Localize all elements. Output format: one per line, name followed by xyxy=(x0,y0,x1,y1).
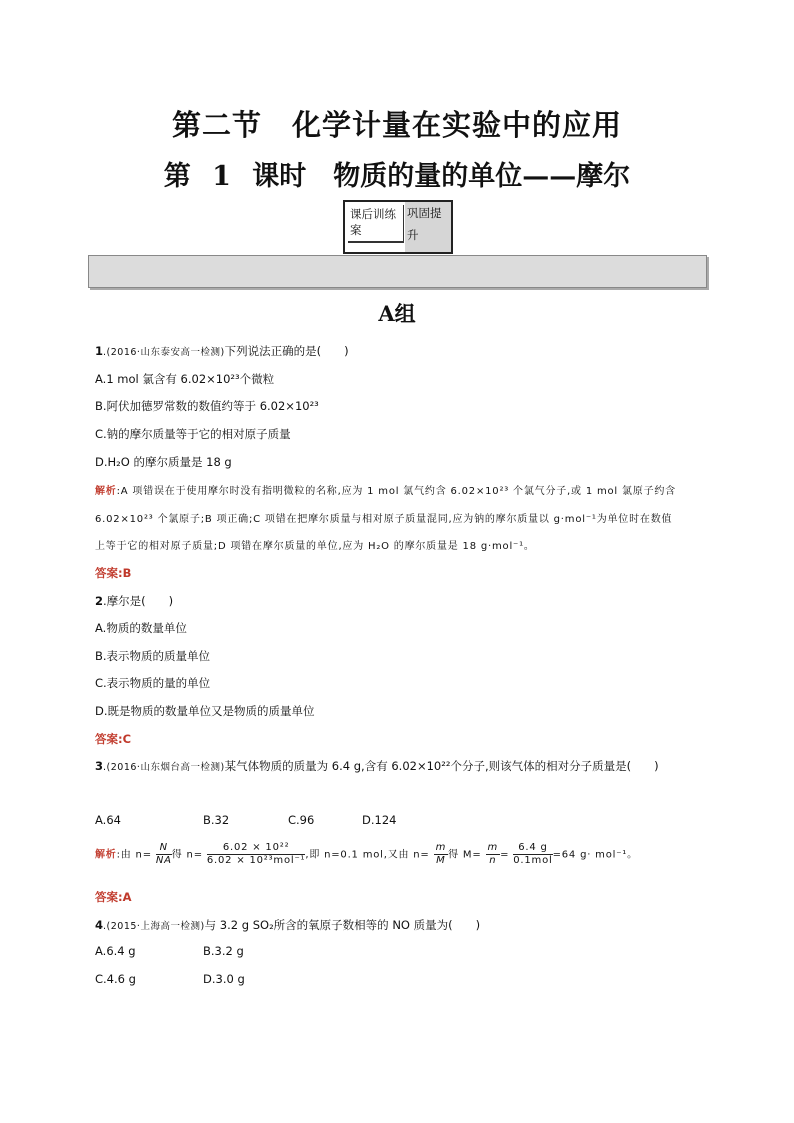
formula-mass-over-moles xyxy=(513,842,552,867)
q4-option-d: D.3.0 g xyxy=(203,972,245,986)
q4-option-a: A.6.4 g xyxy=(95,944,136,958)
q1-number: 1 xyxy=(95,344,104,358)
q3-ex-part-d: 得 M= xyxy=(448,849,482,861)
q3-source: .(2016·山东烟台高一检测) xyxy=(103,762,225,773)
q3-answer: 答案:A xyxy=(95,890,132,904)
q3-option-b: B.32 xyxy=(203,813,230,827)
q4-number: 4 xyxy=(95,918,104,932)
q1-source: .(2016·山东泰安高一检测) xyxy=(103,347,225,358)
frac4-numerator: m xyxy=(487,842,499,853)
subtitle-rest: 课时 物质的量的单位——摩尔 xyxy=(252,161,631,192)
lesson-subtitle xyxy=(0,154,794,193)
formula-m-over-M xyxy=(434,842,449,867)
q1-explanation-label: 解析 xyxy=(95,486,117,497)
q1-explanation-text-1: :A 项错误在于使用摩尔时没有指明微粒的名称,应为 1 mol 氯气约含 6.02×10²³ 个氯气分子,或 1 mol 氯原子约含 xyxy=(116,486,676,497)
q3-ex-part-f: =64 g· mol⁻¹。 xyxy=(552,849,638,861)
q1-option-c: C.钠的摩尔质量等于它的相对原子质量 xyxy=(95,427,291,441)
section-banner xyxy=(88,255,707,288)
frac1-denominator: NA xyxy=(155,855,172,866)
q4-option-c: C.4.6 g xyxy=(95,972,136,986)
subtitle-prefix: 第 xyxy=(163,161,191,192)
q3-explanation-label: 解析 xyxy=(95,849,117,861)
frac3-numerator: m xyxy=(435,842,447,853)
q2-number: 2 xyxy=(95,594,104,608)
q3-ex-part-a: :由 n= xyxy=(116,849,152,861)
frac5-numerator: 6.4 g xyxy=(513,842,552,855)
q1-explanation-line-3: 上等于它的相对原子质量;D 项错在摩尔质量的单位,应为 H₂O 的摩尔质量是 18 g·mol⁻¹。 xyxy=(95,541,535,552)
q3-ex-part-e: = xyxy=(500,849,510,861)
tab-consolidation[interactable]: 巩固提升 xyxy=(405,202,451,252)
q3-ex-part-b: 得 n= xyxy=(171,849,203,861)
q3-stem xyxy=(95,758,659,774)
frac5-denominator: 0.1mol xyxy=(513,855,553,866)
frac2-numerator: 6.02 × 10²² xyxy=(207,842,305,855)
q1-option-b: B.阿伏加德罗常数的数值约等于 6.02×10²³ xyxy=(95,399,319,413)
q4-stem xyxy=(95,917,480,933)
q1-text: 下列说法正确的是( ) xyxy=(224,344,349,358)
q3-option-a: A.64 xyxy=(95,813,121,827)
q3-number: 3 xyxy=(95,759,104,773)
frac2-denominator: 6.02 × 10²³mol⁻¹ xyxy=(206,855,306,866)
q1-explanation-line-2: 6.02×10²³ 个氯原子;B 项正确;C 项错在把摩尔质量与相对原子质量混同,应为钠的摩尔质量以 g·mol⁻¹为单位时在数值 xyxy=(95,514,673,525)
frac4-denominator: n xyxy=(489,855,497,866)
q1-option-a: A.1 mol 氯含有 6.02×10²³个微粒 xyxy=(95,372,275,386)
q2-option-b: B.表示物质的质量单位 xyxy=(95,649,211,663)
q2-option-a: A.物质的数量单位 xyxy=(95,621,187,635)
group-title: A组 xyxy=(378,301,416,326)
q1-option-d: D.H₂O 的摩尔质量是 18 g xyxy=(95,455,232,469)
q3-text: 某气体物质的质量为 6.4 g,含有 6.02×10²²个分子,则该气体的相对分子质量是( ) xyxy=(224,759,659,773)
q2-text: .摩尔是( ) xyxy=(103,594,174,608)
section-tabs xyxy=(343,200,453,254)
formula-molecule-count-fraction xyxy=(207,842,305,867)
q2-stem xyxy=(95,593,173,609)
subtitle-number: 1 xyxy=(212,161,231,192)
tab-after-class-training[interactable]: 课后训练案 xyxy=(348,205,404,243)
q1-answer: 答案:B xyxy=(95,566,132,580)
q3-option-d: D.124 xyxy=(362,813,397,827)
q2-answer: 答案:C xyxy=(95,732,132,746)
q3-ex-part-c: ,即 n=0.1 mol,又由 n= xyxy=(305,849,430,861)
formula-n-equals-N-over-NA xyxy=(156,842,172,867)
q4-source: .(2015·上海高一检测) xyxy=(103,921,205,932)
page-title: 第二节 化学计量在实验中的应用 xyxy=(171,108,622,142)
q4-option-b: B.3.2 g xyxy=(203,944,244,958)
formula-m-over-n xyxy=(486,842,501,867)
q3-explanation xyxy=(95,842,638,867)
frac1-numerator: N xyxy=(156,842,172,855)
q1-stem xyxy=(95,343,349,359)
q2-option-c: C.表示物质的量的单位 xyxy=(95,676,211,690)
frac3-denominator: M xyxy=(436,855,446,866)
q2-option-d: D.既是物质的数量单位又是物质的质量单位 xyxy=(95,704,315,718)
q3-option-c: C.96 xyxy=(288,813,315,827)
q1-explanation-line-1 xyxy=(95,482,676,497)
q4-text: 与 3.2 g SO₂所含的氧原子数相等的 NO 质量为( ) xyxy=(204,918,481,932)
